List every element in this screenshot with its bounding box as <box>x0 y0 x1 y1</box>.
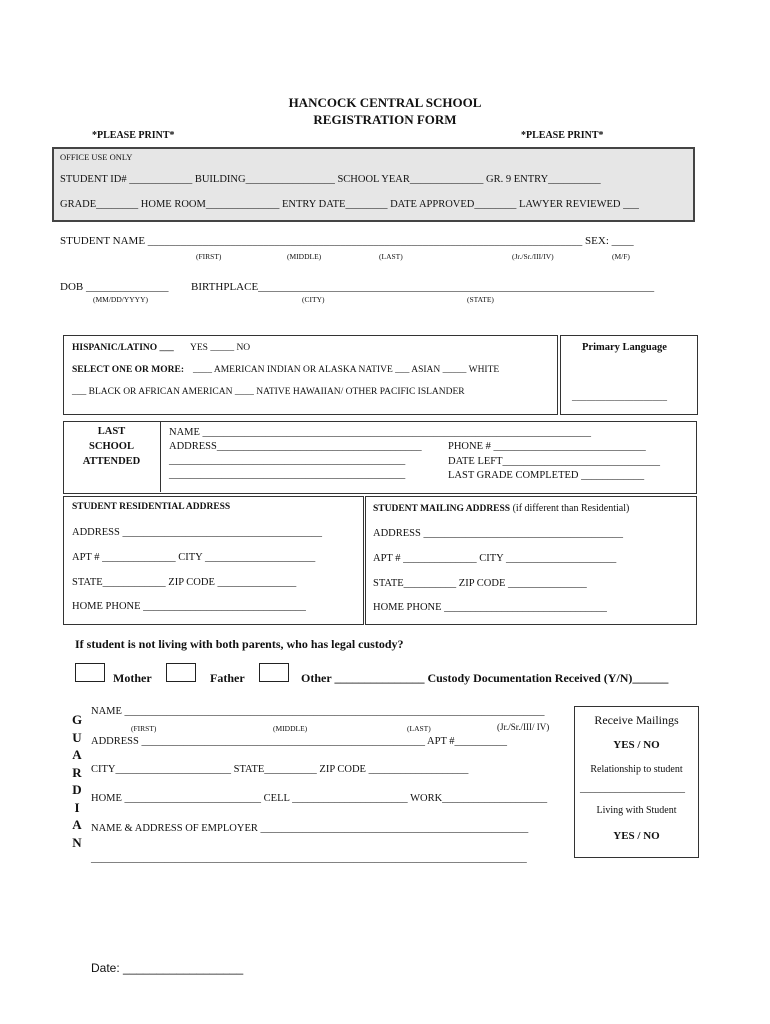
guardian-letter: A <box>72 747 82 762</box>
living-with-label: Living with Student <box>596 805 677 816</box>
guardian-letter: A <box>72 817 82 832</box>
last-school-divider <box>160 421 161 492</box>
mail-address[interactable]: ADDRESS ______________________________________ <box>373 528 623 539</box>
primary-language-field[interactable]: ____________________ <box>572 393 667 403</box>
res-home-phone[interactable]: HOME PHONE _______________________________ <box>72 601 306 612</box>
hint-last: (LAST) <box>379 252 403 261</box>
last-grade-completed[interactable]: LAST GRADE COMPLETED ____________ <box>448 470 645 481</box>
relationship-label: Relationship to student <box>590 764 683 775</box>
date-field[interactable]: Date: __________________ <box>91 961 244 975</box>
hint-city: (CITY) <box>302 295 325 304</box>
hint-suffix: (Jr./Sr./III/IV) <box>512 252 554 261</box>
father-checkbox[interactable] <box>166 663 196 682</box>
hispanic-options[interactable]: YES _____ NO <box>190 343 251 353</box>
dob-field[interactable]: DOB _______________ <box>60 281 169 293</box>
please-print-left: *PLEASE PRINT* <box>92 130 175 141</box>
guardian-letter: D <box>72 782 82 797</box>
mother-checkbox[interactable] <box>75 663 105 682</box>
office-line-1[interactable]: STUDENT ID# ____________ BUILDING_________________ SCHOOL YEAR______________ GR. 9 ENTRY__________ <box>60 174 601 185</box>
race-line-2[interactable]: ___ BLACK OR AFRICAN AMERICAN ____ NATIVE HAWAIIAN/ OTHER PACIFIC ISLANDER <box>72 387 465 397</box>
guardian-hint-middle: (MIDDLE) <box>273 724 308 733</box>
hint-first: (FIRST) <box>196 252 222 261</box>
mail-home-phone[interactable]: HOME PHONE _______________________________ <box>373 602 607 613</box>
hispanic-label: HISPANIC/LATINO ___ <box>72 343 174 353</box>
father-label: Father <box>210 671 245 685</box>
last-school-phone[interactable]: PHONE # _____________________________ <box>448 441 646 452</box>
last-school-address-2[interactable]: _____________________________________________ <box>169 455 406 466</box>
guardian-employer-line-2[interactable]: ___________________________________________________________________________________ <box>91 853 527 864</box>
school-name: HANCOCK CENTRAL SCHOOL <box>288 95 482 110</box>
receive-mailings-label: Receive Mailings <box>594 713 679 727</box>
hint-state: (STATE) <box>467 295 494 304</box>
hint-middle: (MIDDLE) <box>287 252 322 261</box>
race-line-1[interactable]: ____ AMERICAN INDIAN OR ALASKA NATIVE ___ ASIAN _____ WHITE <box>193 365 500 375</box>
select-label: SELECT ONE OR MORE: <box>72 365 184 375</box>
res-state-zip[interactable]: STATE____________ ZIP CODE _______________ <box>72 577 297 588</box>
guardian-name[interactable]: NAME ________________________________________________________________________________ <box>91 706 545 717</box>
guardian-phones[interactable]: HOME __________________________ CELL ______________________ WORK____________________ <box>91 793 548 804</box>
please-print-right: *PLEASE PRINT* <box>521 130 604 141</box>
other-custody-line[interactable]: Other _______________ Custody Documentation Received (Y/N)______ <box>301 671 669 685</box>
custody-question: If student is not living with both parents, who has legal custody? <box>75 637 404 651</box>
receive-mailings-yes-no[interactable]: YES / NO <box>613 739 660 751</box>
guardian-vertical-label <box>70 711 84 851</box>
relationship-field[interactable]: _____________________ <box>580 783 685 794</box>
guardian-hint-last: (LAST) <box>407 724 431 733</box>
mailing-title-note: (if different than Residential) <box>512 503 630 514</box>
res-address[interactable]: ADDRESS ______________________________________ <box>72 527 322 538</box>
guardian-hint-suffix: (Jr./Sr./III/ IV) <box>497 722 550 732</box>
mail-apt-city[interactable]: APT # ______________ CITY _____________________ <box>373 553 617 564</box>
mother-label: Mother <box>113 671 152 685</box>
hint-dob: (MM/DD/YYYY) <box>93 295 148 304</box>
mail-state-zip[interactable]: STATE__________ ZIP CODE _______________ <box>373 578 587 589</box>
birthplace-field[interactable]: BIRTHPLACE________________________________________________________________________ <box>191 281 655 293</box>
last-school-date-left[interactable]: DATE LEFT______________________________ <box>448 456 661 467</box>
student-name-field[interactable]: STUDENT NAME _______________________________________________________________________________ SEX: ____ <box>60 235 634 247</box>
mailing-title-bold: STUDENT MAILING ADDRESS <box>373 504 511 514</box>
guardian-letter: R <box>72 764 82 780</box>
office-line-2[interactable]: GRADE________ HOME ROOM______________ ENTRY DATE________ DATE APPROVED________ LAWYER REVIEWED ___ <box>60 199 639 210</box>
guardian-letter: G <box>71 712 83 727</box>
guardian-city-state-zip[interactable]: CITY______________________ STATE__________ ZIP CODE ___________________ <box>91 764 469 775</box>
res-apt-city[interactable]: APT # ______________ CITY _____________________ <box>72 552 316 563</box>
last-school-title-1: LAST <box>97 426 126 437</box>
last-school-address[interactable]: ADDRESS_______________________________________ <box>169 441 422 452</box>
last-school-title-2: SCHOOL <box>89 441 134 452</box>
guardian-hint-first: (FIRST) <box>131 724 157 733</box>
residential-title: STUDENT RESIDENTIAL ADDRESS <box>72 502 231 512</box>
guardian-letter: N <box>72 834 82 850</box>
guardian-address[interactable]: ADDRESS ______________________________________________________ APT #__________ <box>91 736 508 747</box>
last-school-name[interactable]: NAME __________________________________________________________________________ <box>169 427 592 438</box>
living-with-yes-no[interactable]: YES / NO <box>613 830 660 842</box>
form-title: REGISTRATION FORM <box>313 112 457 127</box>
hint-sex: (M/F) <box>612 252 630 261</box>
last-school-address-3[interactable]: _____________________________________________ <box>169 469 406 480</box>
guardian-employer[interactable]: NAME & ADDRESS OF EMPLOYER ___________________________________________________ <box>91 823 529 834</box>
guardian-letter: U <box>72 729 82 745</box>
other-checkbox[interactable] <box>259 663 289 682</box>
mailing-title <box>373 503 629 514</box>
last-school-title-3: ATTENDED <box>82 456 141 467</box>
office-use-label: OFFICE USE ONLY <box>60 152 133 162</box>
guardian-letter: I <box>74 799 80 815</box>
primary-language-label: Primary Language <box>582 342 667 353</box>
